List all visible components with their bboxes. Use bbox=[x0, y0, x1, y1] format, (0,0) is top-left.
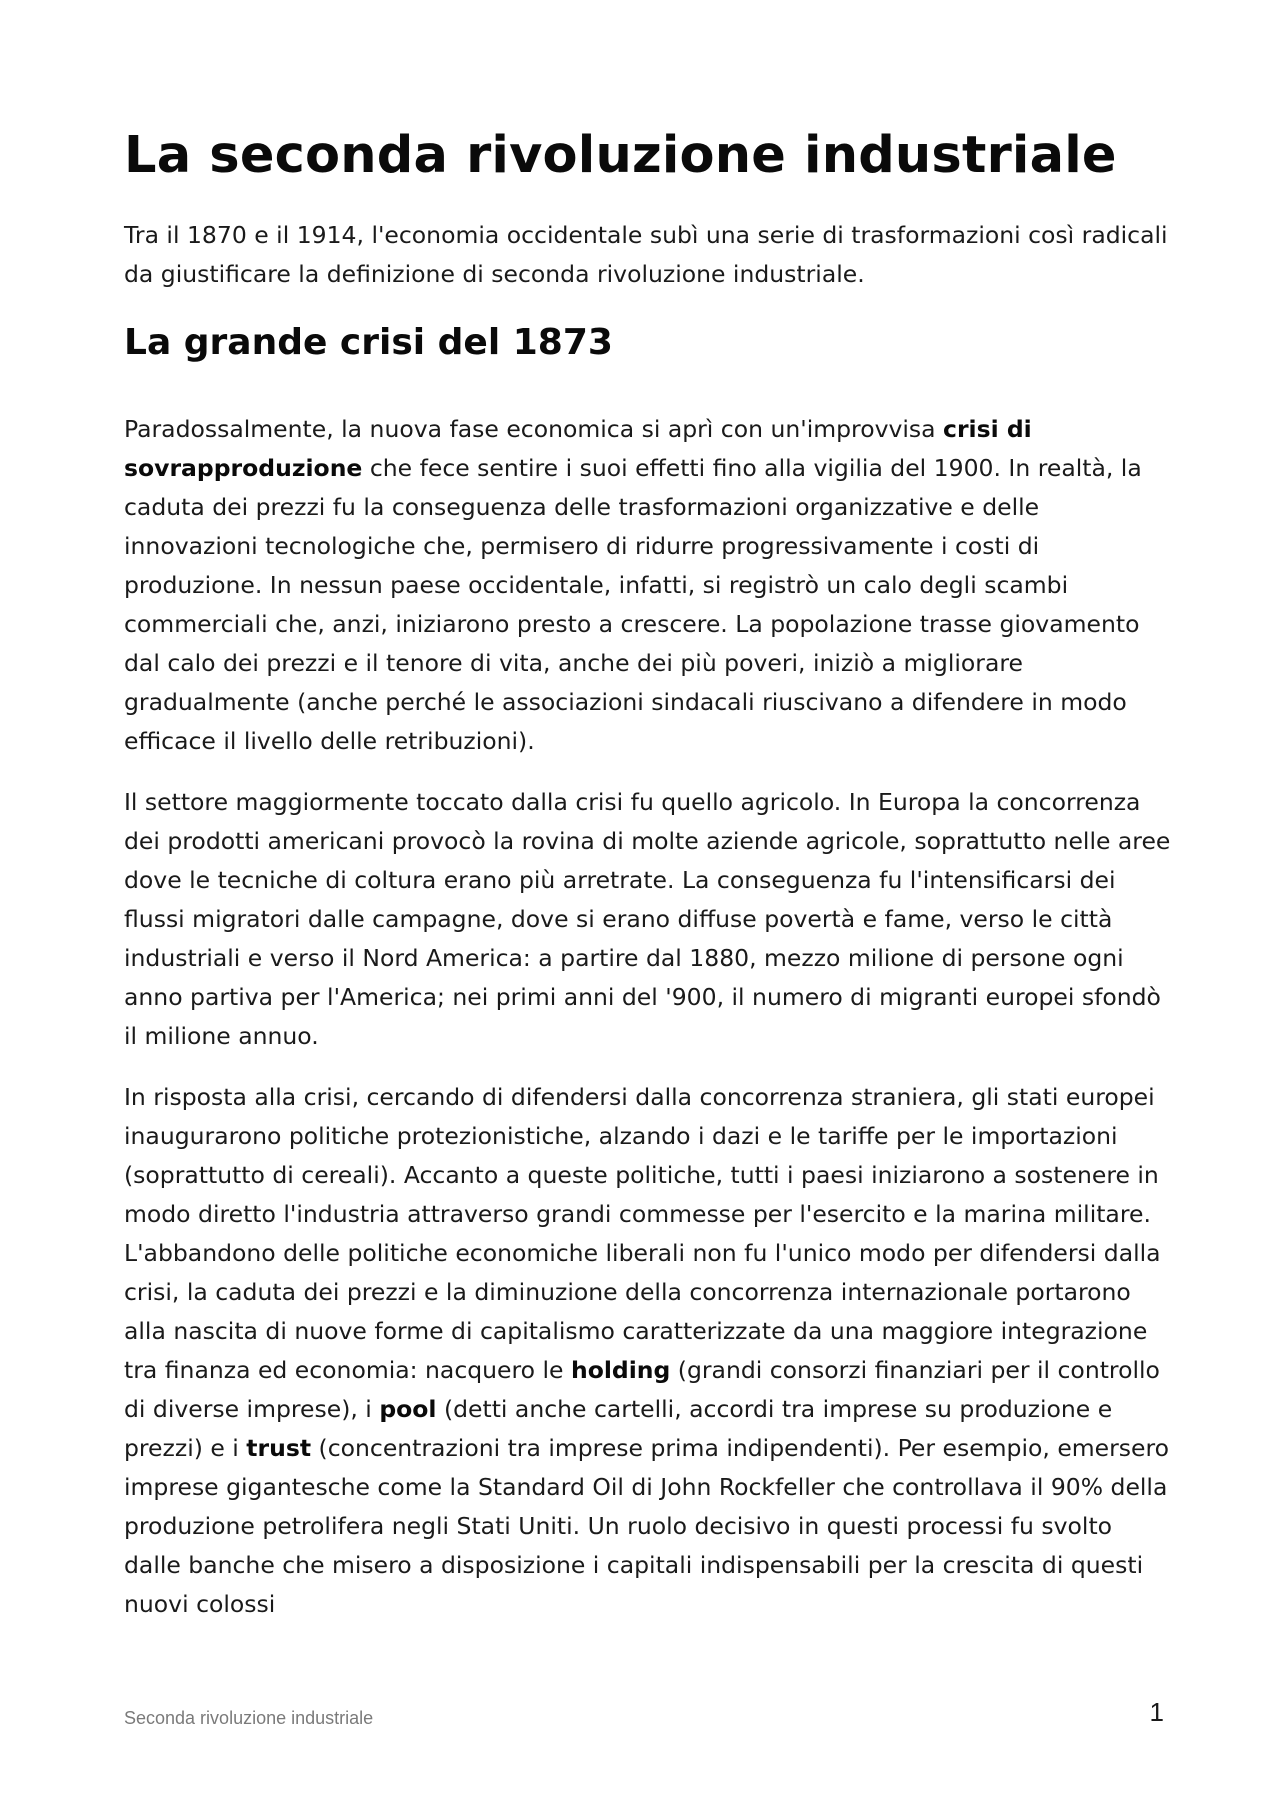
term-pool: pool bbox=[379, 1395, 437, 1423]
term-crisi-sovrapproduzione: crisi di sovrapproduzione bbox=[124, 415, 1032, 482]
paragraph-3 bbox=[124, 1078, 1176, 1624]
paragraph-3-text-b: (grandi consorzi finanziari per il controllo di diverse imprese), i bbox=[124, 1356, 1160, 1423]
page-title: La seconda rivoluzione industriale bbox=[124, 126, 1117, 185]
paragraph-3-text-c: (detti anche cartelli, accordi tra imprese su produzione e prezzi) e i bbox=[124, 1395, 1113, 1462]
paragraph-1-text-a: Paradossalmente, la nuova fase economica si aprì con un'improvvisa bbox=[124, 415, 944, 443]
paragraph-3-text-a: In risposta alla crisi, cercando di difendersi dalla concorrenza straniera, gli stati europei inaugurarono politiche protezionistiche, alzando i dazi e le tariffe per le importazioni (soprattutto di cereali). Accanto a queste politiche, tutti i paesi iniziarono a sostenere in modo diretto l'industria attraverso grandi commesse per l'esercito e la marina militare. L'abbandono delle politiche economiche liberali non fu l'unico modo per difendersi dalla crisi, la caduta dei prezzi e la diminuzione della concorrenza internazionale portarono alla nascita di nuove forme di capitalismo caratterizzate da una maggiore integrazione tra finanza ed economia: nacquero le bbox=[124, 1083, 1161, 1384]
section-heading: La grande crisi del 1873 bbox=[124, 322, 613, 363]
intro-paragraph: Tra il 1870 e il 1914, l'economia occidentale subì una serie di trasformazioni così radicali da giustificare la definizione di seconda rivoluzione industriale. bbox=[124, 221, 1168, 288]
paragraph-2: Il settore maggiormente toccato dalla crisi fu quello agricolo. In Europa la concorrenza dei prodotti americani provocò la rovina di molte aziende agricole, soprattutto nelle aree dove le tecniche di coltura erano più arretrate. La conseguenza fu l'intensificarsi dei flussi migratori dalle campagne, dove si erano diffuse povertà e fame, verso le città industriali e verso il Nord America: a partire dal 1880, mezzo milione di persone ogni anno partiva per l'America; nei primi anni del '900, il numero di migranti europei sfondò il milione annuo. bbox=[124, 788, 1171, 1050]
footer-page-number: 1 bbox=[1149, 1697, 1164, 1727]
paragraph-1-text-b: che fece sentire i suoi effetti fino alla vigilia del 1900. In realtà, la caduta dei prezzi fu la conseguenza delle trasformazioni organizzative e delle innovazioni tecnologiche che, permisero di ridurre progressivamente i costi di produzione. In nessun paese occidentale, infatti, si registrò un calo degli scambi commerciali che, anzi, iniziarono presto a crescere. La popolazione trasse giovamento dal calo dei prezzi e il tenore di vita, anche dei più poveri, iniziò a migliorare gradualmente (anche perché le associazioni sindacali riuscivano a difendere in modo efficace il livello delle retribuzioni). bbox=[124, 454, 1142, 755]
paragraph-3-text-d: (concentrazioni tra imprese prima indipendenti). Per esempio, emersero imprese gigantesche come la Standard Oil di John Rockfeller che controllava il 90% della produzione petrolifera negli Stati Uniti. Un ruolo decisivo in questi processi fu svolto dalle banche che misero a disposizione i capitali indispensabili per la crescita di questi nuovi colossi bbox=[124, 1434, 1170, 1618]
document-body bbox=[124, 118, 1176, 1624]
paragraph-1 bbox=[124, 410, 1176, 761]
footer-document-label: Seconda rivoluzione industriale bbox=[124, 1708, 374, 1728]
term-holding: holding bbox=[570, 1356, 671, 1384]
term-trust: trust bbox=[246, 1434, 312, 1462]
